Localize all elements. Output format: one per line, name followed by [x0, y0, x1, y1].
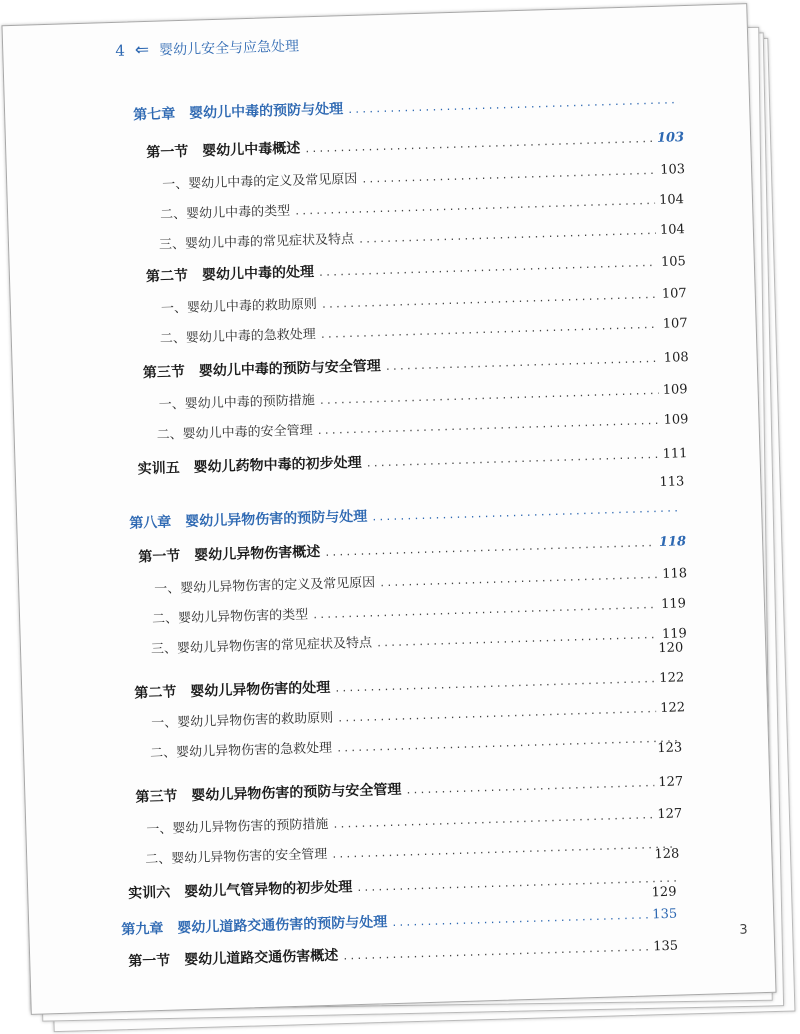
toc-page-number: 109 — [662, 382, 688, 398]
toc-entry-title — [160, 323, 317, 347]
dot-leader — [294, 196, 655, 218]
dot-leader — [361, 166, 656, 186]
dot-leader — [336, 733, 683, 757]
edge-glyph: 3 — [739, 922, 748, 938]
toc-item-row — [161, 282, 687, 317]
dot-leader — [347, 95, 679, 116]
toc-entry-title — [159, 228, 354, 253]
toc-entry-label: 第九章 — [121, 920, 164, 939]
toc-chapter-row — [121, 903, 677, 939]
toc-item-row — [151, 622, 687, 657]
dot-leader — [331, 840, 680, 863]
toc-page-number: 103 — [656, 130, 685, 146]
toc-section-row — [134, 666, 684, 702]
dot-leader — [337, 704, 656, 724]
toc-item-row — [150, 726, 684, 761]
toc-entry-title — [121, 911, 387, 939]
toc-entry-title — [154, 571, 375, 597]
dot-leader — [379, 570, 658, 589]
toc-item-row — [154, 562, 687, 597]
toc-entry-title — [151, 707, 333, 731]
toc-entry-title — [146, 813, 328, 837]
toc-entry-text: 婴幼儿中毒概述 — [202, 140, 301, 160]
dot-leader — [320, 320, 659, 341]
toc-entry-title — [143, 355, 381, 382]
toc-entry-title — [156, 419, 313, 443]
toc-page-number: 118 — [658, 534, 687, 551]
dot-leader — [318, 258, 657, 279]
toc-page-number-row — [657, 740, 682, 756]
toc-page-number: 108 — [663, 350, 689, 366]
toc-item-row — [159, 218, 685, 253]
toc-entry-label: 第三节 — [135, 788, 178, 806]
toc-item-row — [151, 696, 685, 731]
dot-leader — [358, 226, 656, 246]
toc-entry-text: 二、婴幼儿异物伤害的急救处理 — [149, 740, 333, 762]
dot-leader — [376, 630, 658, 649]
toc-entry-label: 第一节 — [138, 548, 181, 566]
toc-entry-label: 第八章 — [129, 514, 172, 532]
toc-page-number: 118 — [662, 566, 688, 582]
dot-leader — [324, 538, 655, 559]
toc-entry-label: 第三节 — [142, 363, 186, 382]
toc-entry-text: 三、婴幼儿异物伤害的常见症状及特点 — [150, 635, 373, 658]
toc-section-row — [137, 442, 687, 478]
toc-item-row — [158, 378, 687, 413]
dot-leader — [356, 874, 676, 894]
toc-section-row — [135, 770, 683, 806]
toc-entry-label: 第二节 — [145, 267, 189, 286]
toc-entry-text: 二、婴幼儿中毒的类型 — [159, 203, 291, 223]
page-number: 4 — [115, 41, 126, 60]
toc-section-row — [128, 935, 678, 971]
dot-leader — [334, 674, 655, 695]
toc-entry-title — [135, 779, 401, 807]
toc-entry-text: 一、婴幼儿中毒的定义及常见原因 — [162, 171, 358, 193]
toc-page-number-row — [654, 847, 679, 863]
toc-section-row — [138, 530, 686, 566]
toc-entry-text: 二、婴幼儿中毒的急救处理 — [159, 327, 317, 347]
toc-entry-label: 实训五 — [137, 460, 180, 478]
dot-leader — [391, 910, 648, 929]
toc-entry-text: 婴幼儿中毒的预防与处理 — [188, 101, 344, 122]
toc-page-number: 127 — [657, 806, 683, 823]
dot-leader — [405, 778, 654, 796]
toc-page-number: 103 — [660, 162, 686, 178]
toc-entry-title — [161, 293, 318, 317]
toc-item-row — [146, 802, 682, 837]
toc-section-row — [146, 126, 684, 162]
toc-entry-title — [138, 541, 321, 566]
back-arrow-icon: ⇐ — [134, 39, 150, 61]
toc-section-row — [128, 867, 680, 903]
toc-page-number-row — [658, 640, 683, 656]
toc-page-number: 104 — [659, 222, 686, 238]
toc-entry-title — [128, 945, 339, 971]
toc-entry-title — [150, 737, 332, 761]
toc-item-row — [145, 832, 681, 867]
toc-entry-text: 婴幼儿中毒的处理 — [201, 264, 315, 284]
toc-entry-title — [128, 876, 352, 903]
toc-entry-label: 第二节 — [134, 684, 177, 702]
toc-page-number: 122 — [659, 670, 685, 687]
toc-item-row — [160, 312, 688, 347]
toc-entry-text: 婴幼儿气管异物的初步处理 — [184, 879, 353, 901]
toc-page-number: 111 — [662, 446, 688, 462]
toc-chapter-row — [133, 88, 683, 124]
toc-page-number-row — [659, 474, 684, 490]
toc-entry-text: 婴幼儿异物伤害的预防与安全管理 — [191, 781, 402, 804]
toc-section-row — [146, 250, 686, 286]
book-title: 婴幼儿安全与应急处理 — [158, 38, 300, 59]
toc-entry-title — [134, 677, 331, 703]
toc-entry-text: 一、婴幼儿异物伤害的救助原则 — [151, 710, 334, 732]
toc-entry-text: 一、婴幼儿异物伤害的预防措施 — [146, 816, 329, 838]
toc-entry-label: 第七章 — [132, 106, 176, 124]
toc-entry-title — [145, 843, 327, 867]
toc-page-number: 119 — [661, 626, 688, 642]
toc-entry-title — [151, 632, 372, 658]
toc-page-number: 120 — [658, 640, 684, 657]
dot-leader — [321, 290, 658, 311]
toc-page-number: 123 — [657, 740, 683, 757]
toc-page-number: 104 — [658, 192, 685, 208]
toc-entry-text: 婴幼儿道路交通伤害的预防与处理 — [177, 914, 388, 937]
toc-page-number: 107 — [661, 286, 687, 302]
toc-entry-text: 二、婴幼儿异物伤害的类型 — [151, 607, 309, 628]
toc-entry-title — [146, 261, 315, 286]
toc-entry-label: 实训六 — [128, 884, 171, 902]
toc-entry-text: 三、婴幼儿中毒的常见症状及特点 — [158, 231, 355, 253]
toc-entry-title — [160, 200, 291, 223]
toc-entry-label: 第一节 — [146, 143, 189, 162]
toc-entry-title — [137, 452, 361, 479]
toc-entry-text: 一、婴幼儿异物伤害的定义及常见原因 — [154, 575, 376, 597]
dot-leader — [371, 503, 681, 523]
toc-entry-title — [162, 168, 357, 193]
toc-page-number: 122 — [659, 700, 686, 717]
toc-page-number: 105 — [660, 254, 687, 270]
toc-page-number: 135 — [652, 906, 678, 923]
toc-section-row — [143, 346, 689, 382]
toc-page-number: 135 — [653, 938, 679, 955]
toc-item-row — [162, 158, 685, 193]
toc-item-row — [152, 592, 686, 627]
toc-page-number: 109 — [663, 412, 689, 428]
toc-page — [1, 3, 776, 1015]
toc-entry-text: 二、婴幼儿异物伤害的安全管理 — [145, 846, 328, 868]
toc-entry-text: 婴幼儿药物中毒的初步处理 — [193, 454, 362, 476]
toc-entry-text: 婴幼儿异物伤害的处理 — [190, 679, 331, 700]
toc-page-number: 127 — [658, 774, 684, 791]
toc-page-number: 119 — [660, 596, 687, 612]
toc-page-number: 128 — [654, 846, 680, 863]
toc-page-number: 107 — [662, 316, 688, 332]
toc-entry-text: 婴幼儿异物伤害概述 — [194, 544, 321, 564]
toc-entry-title — [133, 98, 344, 124]
dot-leader — [342, 942, 649, 962]
toc-entry-title — [146, 137, 301, 162]
toc-entry-title — [152, 603, 309, 627]
toc-entry-title — [158, 389, 315, 413]
running-header — [115, 35, 299, 60]
dot-leader — [312, 600, 657, 621]
dot-leader — [304, 134, 653, 155]
toc-page-number-row — [651, 885, 676, 901]
dot-leader — [319, 386, 659, 407]
dot-leader — [385, 354, 660, 373]
toc-entry-text: 二、婴幼儿中毒的安全管理 — [156, 423, 313, 443]
toc-item-row — [160, 188, 684, 223]
toc-chapter-row — [129, 496, 685, 532]
dot-leader — [365, 450, 658, 470]
toc-entry-title — [129, 506, 367, 533]
toc-entry-label: 第一节 — [128, 952, 171, 970]
toc-page-number: 129 — [651, 884, 677, 901]
toc-entry-text: 一、婴幼儿中毒的救助原则 — [160, 297, 318, 317]
toc-entry-text: 婴幼儿异物伤害的预防与处理 — [185, 508, 368, 531]
dot-leader — [317, 416, 660, 437]
dot-leader — [332, 810, 653, 831]
toc-entry-text: 一、婴幼儿中毒的预防措施 — [158, 393, 315, 413]
toc-entry-text: 婴幼儿道路交通伤害概述 — [184, 947, 339, 969]
toc-page-number: 113 — [659, 474, 685, 490]
toc-item-row — [156, 408, 688, 443]
toc-entry-text: 婴幼儿中毒的预防与安全管理 — [198, 358, 381, 380]
